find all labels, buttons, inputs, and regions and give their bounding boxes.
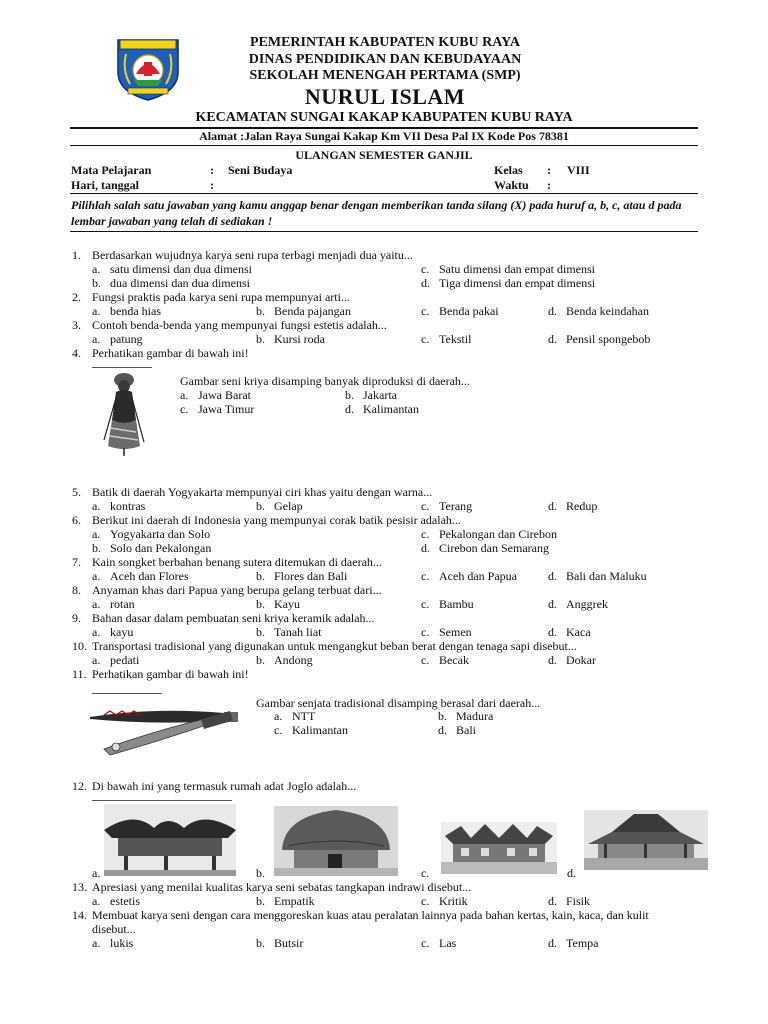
question-number: 7. [72,555,81,569]
option-b-letter[interactable]: b. [256,936,265,950]
option-a-text[interactable]: Jawa Barat [198,388,251,402]
option-d-text[interactable]: Bali dan Maluku [566,569,647,583]
option-c-text[interactable]: Satu dimensi dan empat dimensi [439,262,595,276]
option-d-text[interactable]: Fisik [566,894,591,908]
option-a-text[interactable]: kontras [110,499,146,513]
option-d-letter[interactable]: d. [421,276,430,290]
option-d-letter[interactable]: d. [548,894,557,908]
option-c-letter[interactable]: c. [421,527,430,541]
class-label: Kelas [494,163,523,177]
question-text: Fungsi praktis pada karya seni rupa mempunyai arti... [92,290,350,304]
question-text: Perhatikan gambar di bawah ini! [92,346,249,360]
question-number: 2. [72,290,81,304]
question-text: Berikut ini daerah di Indonesia yang mempunyai corak batik pesisir adalah... [92,513,461,527]
option-a-text[interactable]: rotan [110,597,135,611]
question-number: 4. [72,346,81,360]
house-a-tongkonan-image [104,804,236,876]
question-text: Batik di daerah Yogyakarta mempunyai ciri khas yaitu dengan warna... [92,485,433,499]
question-text: Berdasarkan wujudnya karya seni rupa terbagi menjadi dua yaitu... [92,248,413,262]
option-a-letter[interactable]: a. [92,625,101,639]
option-b-text[interactable]: Gelap [274,499,303,513]
option-c-text[interactable]: Becak [439,653,469,667]
option-b-letter[interactable]: b. [256,332,265,346]
subject-label: Mata Pelajaran [71,163,152,177]
question-number: 12. [72,779,87,793]
option-b-letter[interactable]: b. [256,653,265,667]
option-b-text[interactable]: Flores dan Bali [274,569,348,583]
question-text: Kain songket berbahan benang sutera ditemukan di daerah... [92,555,382,569]
option-c-letter[interactable]: c. [421,499,430,513]
header-district: KECAMATAN SUNGAI KAKAP KABUPATEN KUBU RAYA [195,110,573,125]
header-department: DINAS PENDIDIKAN DAN KEBUDAYAAN [248,52,522,67]
question-number: 8. [72,583,81,597]
option-c-letter[interactable]: c. [421,262,430,276]
option-d-letter[interactable]: d. [421,541,430,555]
subject-colon: : [210,163,214,177]
header-government: PEMERINTAH KABUPATEN KUBU RAYA [249,35,521,50]
option-a-text[interactable]: lukis [110,936,134,950]
option-a-letter[interactable]: a. [92,597,101,611]
option-a-text[interactable]: Yogyakarta dan Solo [110,527,211,541]
option-d-letter[interactable]: d. [548,332,557,346]
option-a-letter[interactable]: a. [92,262,101,276]
option-a-text[interactable]: estetis [110,894,140,908]
header-school-name: NURUL ISLAM [304,84,466,109]
option-b-text[interactable]: Andong [274,653,313,667]
option-b-text[interactable]: Solo dan Pekalongan [110,541,212,555]
house-image-top-line [92,800,232,801]
house-b-honai-image [274,806,398,876]
option-c-text[interactable]: Kritik [439,894,468,908]
class-colon: : [547,163,551,177]
address-divider [70,145,698,146]
question-4-subtext: Gambar seni kriya disamping banyak diproduksi di daerah... [180,374,470,388]
option-c-text[interactable]: Bambu [439,597,474,611]
option-a-letter[interactable]: a. [92,894,101,908]
image-top-line [92,367,152,368]
option-c-letter[interactable]: c. [421,653,430,667]
instruction-divider [70,231,698,232]
option-c-letter[interactable]: c. [421,304,430,318]
option-c-text[interactable]: Jawa Timur [198,402,255,416]
option-a-text[interactable]: patung [110,332,143,346]
question-number: 13. [72,880,87,894]
question-number: 1. [72,248,81,262]
option-d-text[interactable]: Anggrek [566,597,608,611]
option-c-letter[interactable]: c. [421,894,430,908]
option-b-letter[interactable]: b. [256,304,265,318]
option-c-text[interactable]: Terang [439,499,473,513]
option-d-text[interactable]: Dokar [566,653,596,667]
house-option-d-letter[interactable]: d. [567,866,576,880]
option-c-text[interactable]: Aceh dan Papua [439,569,517,583]
option-b-letter[interactable]: b. [256,894,265,908]
option-c-letter[interactable]: c. [274,723,283,737]
option-d-text[interactable]: Tempa [566,936,599,950]
house-option-a-letter[interactable]: a. [92,866,101,880]
subject-value: Seni Budaya [228,163,293,177]
option-c-text[interactable]: Semen [439,625,472,639]
wayang-golek-image [96,370,152,456]
house-option-b-letter[interactable]: b. [256,866,265,880]
option-c-text[interactable]: Las [439,936,457,950]
option-d-letter[interactable]: d. [548,653,557,667]
info-divider [70,193,698,194]
option-b-text[interactable]: Jakarta [363,388,397,402]
option-b-letter[interactable]: b. [345,388,354,402]
option-b-text[interactable]: Tanah liat [274,625,322,639]
option-b-letter[interactable]: b. [256,597,265,611]
option-c-text[interactable]: Kalimantan [292,723,348,737]
option-c-letter[interactable]: c. [421,332,430,346]
option-d-letter[interactable]: d. [438,723,447,737]
option-b-text[interactable]: dua dimensi dan dua dimensi [110,276,250,290]
header-address: Alamat :Jalan Raya Sungai Kakap Km VII Desa Pal IX Kode Pos 78381 [199,129,569,143]
time-label: Waktu [494,178,529,192]
option-b-letter[interactable]: b. [92,541,101,555]
option-c-letter[interactable]: c. [421,569,430,583]
option-b-text[interactable]: Kursi roda [274,332,325,346]
header-divider [70,127,698,129]
question-text: Anyaman khas dari Papua yang berupa gelang terbuat dari... [92,583,382,597]
weapon-image-top-line [92,693,162,694]
option-b-letter[interactable]: b. [256,569,265,583]
traditional-weapon-image [84,697,244,761]
question-number: 9. [72,611,81,625]
option-a-text[interactable]: pedati [110,653,140,667]
option-b-text[interactable]: Madura [456,709,494,723]
option-d-text[interactable]: Bali [456,723,476,737]
option-c-text[interactable]: Benda pakai [439,304,499,318]
option-a-text[interactable]: kayu [110,625,134,639]
option-a-letter[interactable]: a. [92,499,101,513]
house-d-joglo-image [584,810,708,870]
option-d-text[interactable]: Kaca [566,625,591,639]
question-text: Contoh benda-benda yang mempunyai fungsi estetis adalah... [92,318,387,332]
date-label: Hari, tanggal [71,178,139,192]
option-d-text[interactable]: Benda keindahan [566,304,649,318]
option-d-text[interactable]: Cirebon dan Semarang [439,541,549,555]
option-d-letter[interactable]: d. [548,936,557,950]
question-number: 11. [72,667,87,681]
house-c-gadang-image [441,822,557,874]
option-a-letter[interactable]: a. [92,569,101,583]
option-d-letter[interactable]: d. [548,569,557,583]
header-school-level: SEKOLAH MENENGAH PERTAMA (SMP) [249,68,521,83]
option-d-letter[interactable]: d. [345,402,354,416]
option-a-text[interactable]: Aceh dan Flores [110,569,189,583]
question-number: 14. [72,908,87,922]
option-d-letter[interactable]: d. [548,597,557,611]
option-a-text[interactable]: benda hias [110,304,161,318]
option-a-letter[interactable]: a. [274,709,283,723]
option-d-letter[interactable]: d. [548,304,557,318]
question-11-subtext: Gambar senjata tradisional disamping berasal dari daerah... [256,696,541,710]
option-b-text[interactable]: Kayu [274,597,300,611]
option-d-text[interactable]: Pensil spongebob [566,332,651,346]
option-c-letter[interactable]: c. [421,625,430,639]
question-number: 5. [72,485,81,499]
question-text: Di bawah ini yang termasuk rumah adat Joglo adalah... [92,779,357,793]
option-d-letter[interactable]: d. [548,625,557,639]
question-number: 10. [72,639,87,653]
option-a-text[interactable]: NTT [292,709,316,723]
question-text: Bahan dasar dalam pembuatan seni kriya keramik adalah... [92,611,375,625]
option-a-letter[interactable]: a. [92,653,101,667]
kubu-raya-emblem-icon [112,34,184,102]
option-a-letter[interactable]: a. [180,388,189,402]
date-colon: : [210,178,214,192]
option-b-text[interactable]: Benda pajangan [274,304,351,318]
option-c-text[interactable]: Pekalongan dan Cirebon [439,527,557,541]
option-a-text[interactable]: satu dimensi dan dua dimensi [110,262,252,276]
option-b-text[interactable]: Butsir [274,936,304,950]
option-b-letter[interactable]: b. [92,276,101,290]
option-d-text[interactable]: Redup [566,499,598,513]
house-option-c-letter[interactable]: c. [421,866,430,880]
question-text: Perhatikan gambar di bawah ini! [92,667,249,681]
exam-title: ULANGAN SEMESTER GANJIL [295,148,473,162]
time-colon: : [547,178,551,192]
option-c-letter[interactable]: c. [180,402,189,416]
option-a-letter[interactable]: a. [92,304,101,318]
question-number: 3. [72,318,81,332]
class-value: VIII [567,163,590,177]
question-text: Membuat karya seni dengan cara menggoreskan kuas atau peralatan lainnya pada bahan kertas, kain, kaca, dan kulit [92,908,649,922]
question-number: 6. [72,513,81,527]
option-a-letter[interactable]: a. [92,527,101,541]
option-b-text[interactable]: Empatik [274,894,315,908]
option-d-text[interactable]: Tiga dimensi dan empat dimensi [439,276,596,290]
option-b-letter[interactable]: b. [438,709,447,723]
question-14-text-continued: disebut... [92,922,136,936]
option-c-letter[interactable]: c. [421,597,430,611]
option-c-letter[interactable]: c. [421,936,430,950]
option-d-letter[interactable]: d. [548,499,557,513]
option-b-letter[interactable]: b. [256,625,265,639]
option-d-text[interactable]: Kalimantan [363,402,419,416]
question-text: Transportasi tradisional yang digunakan untuk mengangkut beban berat dengan tenaga sapi disebut... [92,639,577,653]
option-a-letter[interactable]: a. [92,936,101,950]
option-c-text[interactable]: Tekstil [439,332,472,346]
option-b-letter[interactable]: b. [256,499,265,513]
instruction-text: Pilihlah salah satu jawaban yang kamu anggap benar dengan memberikan tanda silang (X) pada huruf a, b, c, atau d pada lembar jawaban yang telah di sediakan ! [71,198,682,228]
question-text: Apresiasi yang menilai kualitas karya seni sebatas tangkapan indrawi disebut... [92,880,472,894]
option-a-letter[interactable]: a. [92,332,101,346]
